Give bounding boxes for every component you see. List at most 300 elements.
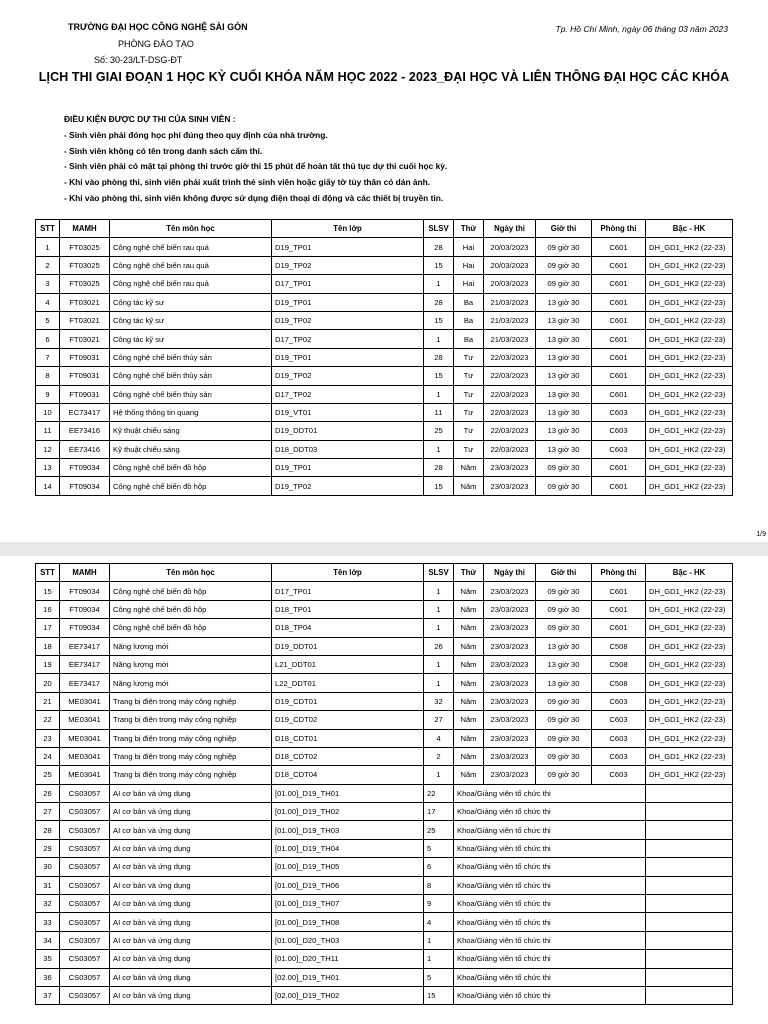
cell-class-name: [01.00]_D19_TH01 [272, 784, 424, 802]
cell-weekday: Tư [454, 385, 484, 403]
cell-level-term: DH_GD1_HK2 (22-23) [646, 403, 733, 421]
cell-slsv: 25 [424, 821, 454, 839]
cell-course-name: AI cơ bản và ứng dụng [110, 931, 272, 949]
cell-level-term: DH_GD1_HK2 (22-23) [646, 729, 733, 747]
cell-stt: 13 [36, 459, 60, 477]
cell-exam-date: 22/03/2023 [484, 403, 536, 421]
cell-exam-date: 22/03/2023 [484, 367, 536, 385]
cell-exam-date: 23/03/2023 [484, 747, 536, 765]
table-row [36, 986, 733, 1004]
cell-slsv: 1 [424, 619, 454, 637]
cell-stt: 33 [36, 913, 60, 931]
col-exam-date: Ngày thi [484, 220, 536, 238]
cell-room [646, 803, 733, 821]
cell-weekday: Tư [454, 348, 484, 366]
cell-slsv: 1 [424, 385, 454, 403]
cell-weekday: Năm [454, 747, 484, 765]
cell-level-term: DH_GD1_HK2 (22-23) [646, 747, 733, 765]
table-row [36, 619, 733, 637]
cell-slsv: 25 [424, 422, 454, 440]
cell-class-name: [01.00]_D20_TH03 [272, 931, 424, 949]
cell-stt: 18 [36, 637, 60, 655]
cell-slsv: 1 [424, 582, 454, 600]
table-row [36, 931, 733, 949]
cell-weekday: Năm [454, 582, 484, 600]
table-header-row [36, 220, 733, 238]
cell-mamh: ME03041 [60, 747, 110, 765]
cell-exam-date: 22/03/2023 [484, 348, 536, 366]
condition-item: - Khi vào phòng thi, sinh viên phải xuất trình thẻ sinh viên hoặc giấy tờ tùy thân có dán ảnh. [64, 177, 431, 188]
cell-course-name: AI cơ bản và ứng dụng [110, 913, 272, 931]
cell-mamh: FT09034 [60, 582, 110, 600]
cell-exam-date: 23/03/2023 [484, 600, 536, 618]
table-row [36, 256, 733, 274]
cell-stt: 22 [36, 711, 60, 729]
cell-stt: 24 [36, 747, 60, 765]
cell-slsv: 11 [424, 403, 454, 421]
cell-course-name: Trang bị điện trong máy công nghiệp [110, 729, 272, 747]
cell-mamh: FT03025 [60, 256, 110, 274]
table-row [36, 729, 733, 747]
col-level-term: Bậc - HK [646, 220, 733, 238]
cell-room: C508 [592, 674, 646, 692]
cell-exam-date: 21/03/2023 [484, 311, 536, 329]
cell-slsv: 1 [424, 275, 454, 293]
page-number: 1/9 [756, 531, 766, 538]
cell-course-name: Công nghệ chế biến thủy sản [110, 367, 272, 385]
cell-weekday: Tư [454, 422, 484, 440]
table-row [36, 582, 733, 600]
cell-stt: 28 [36, 821, 60, 839]
cell-slsv: 28 [424, 459, 454, 477]
cell-exam-organizer: Khoa/Giảng viên tổ chức thi [454, 839, 646, 857]
cell-room [646, 950, 733, 968]
cell-slsv: 5 [424, 968, 454, 986]
cell-mamh: EE73417 [60, 655, 110, 673]
col-stt: STT [36, 220, 60, 238]
table-row [36, 459, 733, 477]
cell-mamh: FT03025 [60, 275, 110, 293]
cell-stt: 6 [36, 330, 60, 348]
cell-class-name: D19_TP01 [272, 459, 424, 477]
table-row [36, 311, 733, 329]
cell-class-name: [01.00]_D19_TH07 [272, 895, 424, 913]
cell-class-name: [01.00]_D20_TH11 [272, 950, 424, 968]
cell-room: C601 [592, 293, 646, 311]
cell-exam-date: 20/03/2023 [484, 275, 536, 293]
cell-exam-date: 23/03/2023 [484, 459, 536, 477]
cell-exam-date: 23/03/2023 [484, 674, 536, 692]
cell-course-name: Trang bị điện trong máy công nghiệp [110, 747, 272, 765]
cell-class-name: L21_DDT01 [272, 655, 424, 673]
cell-slsv: 1 [424, 440, 454, 458]
cell-class-name: [02.00]_D19_TH01 [272, 968, 424, 986]
cell-mamh: CS03057 [60, 839, 110, 857]
cell-exam-time: 09 giờ 30 [536, 711, 592, 729]
table-row [36, 440, 733, 458]
table-row [36, 913, 733, 931]
cell-class-name: D19_TP02 [272, 367, 424, 385]
cell-exam-organizer: Khoa/Giảng viên tổ chức thi [454, 895, 646, 913]
cell-level-term: DH_GD1_HK2 (22-23) [646, 348, 733, 366]
cell-course-name: AI cơ bản và ứng dụng [110, 986, 272, 1004]
cell-stt: 9 [36, 385, 60, 403]
cell-level-term: DH_GD1_HK2 (22-23) [646, 600, 733, 618]
cell-course-name: AI cơ bản và ứng dụng [110, 784, 272, 802]
cell-exam-date: 23/03/2023 [484, 637, 536, 655]
cell-mamh: CS03057 [60, 895, 110, 913]
cell-class-name: D19_TP01 [272, 238, 424, 256]
table-row [36, 275, 733, 293]
cell-level-term: DH_GD1_HK2 (22-23) [646, 619, 733, 637]
cell-course-name: AI cơ bản và ứng dụng [110, 968, 272, 986]
cell-mamh: CS03057 [60, 913, 110, 931]
cell-room [646, 931, 733, 949]
cell-room [646, 913, 733, 931]
cell-stt: 27 [36, 803, 60, 821]
cell-stt: 15 [36, 582, 60, 600]
table-row [36, 422, 733, 440]
cell-stt: 17 [36, 619, 60, 637]
cell-course-name: Công tác kỹ sư [110, 330, 272, 348]
cell-exam-date: 21/03/2023 [484, 293, 536, 311]
cell-stt: 31 [36, 876, 60, 894]
cell-exam-time: 09 giờ 30 [536, 766, 592, 784]
cell-exam-time: 13 giờ 30 [536, 440, 592, 458]
col-weekday: Thứ [454, 564, 484, 582]
cell-level-term: DH_GD1_HK2 (22-23) [646, 367, 733, 385]
cell-exam-organizer: Khoa/Giảng viên tổ chức thi [454, 784, 646, 802]
cell-exam-time: 09 giờ 30 [536, 600, 592, 618]
cell-class-name: D19_VT01 [272, 403, 424, 421]
cell-room: C601 [592, 582, 646, 600]
cell-slsv: 15 [424, 477, 454, 495]
cell-level-term: DH_GD1_HK2 (22-23) [646, 692, 733, 710]
cell-exam-organizer: Khoa/Giảng viên tổ chức thi [454, 913, 646, 931]
table-row [36, 950, 733, 968]
cell-weekday: Ba [454, 330, 484, 348]
cell-room: C601 [592, 600, 646, 618]
cell-room: C601 [592, 477, 646, 495]
cell-exam-organizer: Khoa/Giảng viên tổ chức thi [454, 858, 646, 876]
cell-room: C601 [592, 385, 646, 403]
cell-course-name: Công nghệ chế biến rau quả [110, 256, 272, 274]
cell-exam-date: 22/03/2023 [484, 422, 536, 440]
cell-mamh: ME03041 [60, 766, 110, 784]
cell-level-term: DH_GD1_HK2 (22-23) [646, 256, 733, 274]
cell-course-name: AI cơ bản và ứng dụng [110, 876, 272, 894]
cell-course-name: AI cơ bản và ứng dụng [110, 895, 272, 913]
cell-weekday: Năm [454, 729, 484, 747]
cell-room: C603 [592, 711, 646, 729]
cell-level-term: DH_GD1_HK2 (22-23) [646, 440, 733, 458]
cell-exam-time: 13 giờ 30 [536, 293, 592, 311]
cell-slsv: 1 [424, 766, 454, 784]
cell-stt: 7 [36, 348, 60, 366]
cell-room: C508 [592, 655, 646, 673]
cell-weekday: Năm [454, 692, 484, 710]
cell-weekday: Năm [454, 600, 484, 618]
cell-stt: 4 [36, 293, 60, 311]
cell-level-term: DH_GD1_HK2 (22-23) [646, 422, 733, 440]
cell-stt: 11 [36, 422, 60, 440]
cell-slsv: 4 [424, 913, 454, 931]
cell-class-name: D17_TP02 [272, 385, 424, 403]
cell-mamh: CS03057 [60, 821, 110, 839]
cell-mamh: EE73416 [60, 422, 110, 440]
cell-exam-time: 09 giờ 30 [536, 729, 592, 747]
cell-slsv: 4 [424, 729, 454, 747]
table-row [36, 674, 733, 692]
cell-course-name: Công nghệ chế biến rau quả [110, 275, 272, 293]
table-row [36, 747, 733, 765]
cell-level-term: DH_GD1_HK2 (22-23) [646, 655, 733, 673]
cell-mamh: EE73416 [60, 440, 110, 458]
cell-course-name: Công nghệ chế biến đồ hộp [110, 619, 272, 637]
cell-class-name: [01.00]_D19_TH04 [272, 839, 424, 857]
col-course-name: Tên môn học [110, 220, 272, 238]
cell-room [646, 784, 733, 802]
cell-stt: 36 [36, 968, 60, 986]
document-number: Số: 30-23/LT-DSG-ĐT [94, 55, 183, 65]
cell-exam-date: 23/03/2023 [484, 766, 536, 784]
cell-class-name: D19_TP02 [272, 311, 424, 329]
cell-exam-date: 23/03/2023 [484, 477, 536, 495]
cell-room: C603 [592, 729, 646, 747]
cell-room: C603 [592, 692, 646, 710]
cell-stt: 3 [36, 275, 60, 293]
cell-class-name: D18_DDT03 [272, 440, 424, 458]
cell-exam-organizer: Khoa/Giảng viên tổ chức thi [454, 803, 646, 821]
cell-course-name: Công nghệ chế biến đồ hộp [110, 459, 272, 477]
cell-mamh: CS03057 [60, 784, 110, 802]
cell-exam-time: 13 giờ 30 [536, 655, 592, 673]
table-row [36, 600, 733, 618]
table-row [36, 637, 733, 655]
table-row [36, 766, 733, 784]
cell-exam-date: 21/03/2023 [484, 330, 536, 348]
exam-schedule-table-page1 [35, 219, 733, 496]
cell-room: C603 [592, 440, 646, 458]
cell-course-name: Năng lượng mới [110, 655, 272, 673]
cell-mamh: FT03021 [60, 293, 110, 311]
cell-stt: 14 [36, 477, 60, 495]
cell-course-name: AI cơ bản và ứng dụng [110, 950, 272, 968]
col-level-term: Bậc - HK [646, 564, 733, 582]
cell-stt: 21 [36, 692, 60, 710]
conditions-heading: ĐIỀU KIỆN ĐƯỢC DỰ THI CỦA SINH VIÊN : [64, 114, 236, 124]
cell-exam-time: 13 giờ 30 [536, 637, 592, 655]
col-stt: STT [36, 564, 60, 582]
cell-weekday: Năm [454, 711, 484, 729]
table-row [36, 784, 733, 802]
cell-exam-date: 23/03/2023 [484, 582, 536, 600]
cell-level-term: DH_GD1_HK2 (22-23) [646, 711, 733, 729]
cell-weekday: Ba [454, 311, 484, 329]
cell-slsv: 28 [424, 348, 454, 366]
col-exam-date: Ngày thi [484, 564, 536, 582]
cell-level-term: DH_GD1_HK2 (22-23) [646, 311, 733, 329]
cell-class-name: D19_DDT01 [272, 637, 424, 655]
cell-slsv: 1 [424, 600, 454, 618]
table-row [36, 692, 733, 710]
cell-mamh: ME03041 [60, 729, 110, 747]
col-class-name: Tên lớp [272, 564, 424, 582]
cell-room: C601 [592, 459, 646, 477]
condition-item: - Sinh viên phải đóng học phí đúng theo quy định của nhà trường. [64, 129, 328, 140]
cell-mamh: CS03057 [60, 876, 110, 894]
col-exam-time: Giờ thi [536, 220, 592, 238]
cell-class-name: D19_TP02 [272, 256, 424, 274]
cell-slsv: 1 [424, 931, 454, 949]
cell-mamh: CS03057 [60, 968, 110, 986]
cell-slsv: 15 [424, 367, 454, 385]
cell-course-name: Trang bị điện trong máy công nghiệp [110, 711, 272, 729]
cell-course-name: Kỹ thuật chiếu sáng [110, 440, 272, 458]
cell-slsv: 28 [424, 238, 454, 256]
cell-level-term: DH_GD1_HK2 (22-23) [646, 459, 733, 477]
cell-level-term: DH_GD1_HK2 (22-23) [646, 582, 733, 600]
table-row [36, 330, 733, 348]
cell-mamh: FT09031 [60, 348, 110, 366]
cell-course-name: AI cơ bản và ứng dụng [110, 858, 272, 876]
cell-weekday: Ba [454, 293, 484, 311]
table-row [36, 238, 733, 256]
cell-exam-date: 20/03/2023 [484, 238, 536, 256]
col-mamh: MAMH [60, 220, 110, 238]
cell-class-name: D19_DDT01 [272, 422, 424, 440]
cell-weekday: Tư [454, 403, 484, 421]
cell-class-name: [01.00]_D19_TH06 [272, 876, 424, 894]
department-name: PHÒNG ĐÀO TẠO [118, 39, 194, 49]
cell-mamh: CS03057 [60, 931, 110, 949]
cell-stt: 26 [36, 784, 60, 802]
cell-course-name: Kỹ thuật chiếu sáng [110, 422, 272, 440]
cell-room: C601 [592, 238, 646, 256]
cell-room: C603 [592, 766, 646, 784]
cell-room: C508 [592, 637, 646, 655]
cell-stt: 1 [36, 238, 60, 256]
cell-slsv: 2 [424, 747, 454, 765]
cell-exam-time: 13 giờ 30 [536, 330, 592, 348]
cell-class-name: L22_DDT01 [272, 674, 424, 692]
cell-exam-date: 22/03/2023 [484, 440, 536, 458]
col-class-name: Tên lớp [272, 220, 424, 238]
cell-stt: 12 [36, 440, 60, 458]
cell-mamh: EC73417 [60, 403, 110, 421]
cell-exam-time: 09 giờ 30 [536, 692, 592, 710]
cell-slsv: 27 [424, 711, 454, 729]
cell-mamh: FT09034 [60, 477, 110, 495]
cell-course-name: AI cơ bản và ứng dụng [110, 803, 272, 821]
cell-level-term: DH_GD1_HK2 (22-23) [646, 674, 733, 692]
cell-mamh: EE73417 [60, 637, 110, 655]
cell-exam-date: 23/03/2023 [484, 729, 536, 747]
cell-class-name: D18_CDT02 [272, 747, 424, 765]
cell-class-name: D17_TP01 [272, 582, 424, 600]
table-row [36, 293, 733, 311]
cell-class-name: D19_TP01 [272, 348, 424, 366]
cell-mamh: FT09034 [60, 600, 110, 618]
cell-mamh: CS03057 [60, 986, 110, 1004]
cell-course-name: AI cơ bản và ứng dụng [110, 821, 272, 839]
cell-exam-date: 22/03/2023 [484, 385, 536, 403]
cell-room [646, 986, 733, 1004]
cell-course-name: Năng lượng mới [110, 637, 272, 655]
cell-course-name: Trang bị điện trong máy công nghiệp [110, 692, 272, 710]
cell-level-term: DH_GD1_HK2 (22-23) [646, 477, 733, 495]
table-row [36, 367, 733, 385]
page-title: LỊCH THI GIAI ĐOẠN 1 HỌC KỲ CUỐI KHÓA NĂM HỌC 2022 - 2023_ĐẠI HỌC VÀ LIÊN THÔNG ĐẠI HỌC CÁC KHÓA [38, 70, 730, 84]
cell-slsv: 32 [424, 692, 454, 710]
cell-exam-time: 13 giờ 30 [536, 367, 592, 385]
table-row [36, 895, 733, 913]
cell-weekday: Năm [454, 477, 484, 495]
cell-course-name: Công nghệ chế biến thủy sản [110, 385, 272, 403]
cell-exam-date: 20/03/2023 [484, 256, 536, 274]
cell-course-name: Công nghệ chế biến rau quả [110, 238, 272, 256]
exam-schedule-table-page2 [35, 563, 733, 1005]
school-name: TRƯỜNG ĐẠI HỌC CÔNG NGHỆ SÀI GÒN [68, 22, 248, 32]
table-row [36, 711, 733, 729]
cell-stt: 30 [36, 858, 60, 876]
cell-stt: 23 [36, 729, 60, 747]
cell-slsv: 15 [424, 986, 454, 1004]
cell-exam-time: 09 giờ 30 [536, 459, 592, 477]
table-row [36, 803, 733, 821]
cell-class-name: [01.00]_D19_TH08 [272, 913, 424, 931]
condition-item: - Sinh viên phải có mặt tại phòng thi trước giờ thi 15 phút để hoàn tất thủ tục dự thi cuối học kỳ. [64, 161, 448, 172]
cell-mamh: CS03057 [60, 803, 110, 821]
cell-stt: 32 [36, 895, 60, 913]
cell-mamh: CS03057 [60, 858, 110, 876]
page-separator [0, 542, 768, 556]
col-weekday: Thứ [454, 220, 484, 238]
cell-mamh: ME03041 [60, 711, 110, 729]
cell-room: C601 [592, 348, 646, 366]
cell-class-name: D18_TP01 [272, 600, 424, 618]
cell-class-name: D19_TP01 [272, 293, 424, 311]
cell-course-name: Trang bị điện trong máy công nghiệp [110, 766, 272, 784]
cell-class-name: D19_CDT02 [272, 711, 424, 729]
cell-stt: 20 [36, 674, 60, 692]
cell-exam-time: 09 giờ 30 [536, 256, 592, 274]
cell-weekday: Năm [454, 637, 484, 655]
cell-mamh: ME03041 [60, 692, 110, 710]
cell-slsv: 15 [424, 311, 454, 329]
table-row [36, 858, 733, 876]
cell-room: C603 [592, 403, 646, 421]
table-row [36, 821, 733, 839]
table-row [36, 348, 733, 366]
table-row [36, 876, 733, 894]
cell-mamh: FT03021 [60, 330, 110, 348]
cell-exam-organizer: Khoa/Giảng viên tổ chức thi [454, 950, 646, 968]
cell-mamh: FT03021 [60, 311, 110, 329]
cell-exam-organizer: Khoa/Giảng viên tổ chức thi [454, 931, 646, 949]
cell-stt: 2 [36, 256, 60, 274]
cell-exam-time: 09 giờ 30 [536, 582, 592, 600]
table-row [36, 403, 733, 421]
cell-mamh: FT09031 [60, 385, 110, 403]
cell-stt: 29 [36, 839, 60, 857]
cell-course-name: Công nghệ chế biến đồ hộp [110, 477, 272, 495]
cell-room [646, 895, 733, 913]
cell-weekday: Tư [454, 367, 484, 385]
col-slsv: SLSV [424, 564, 454, 582]
cell-room: C603 [592, 747, 646, 765]
cell-room [646, 876, 733, 894]
